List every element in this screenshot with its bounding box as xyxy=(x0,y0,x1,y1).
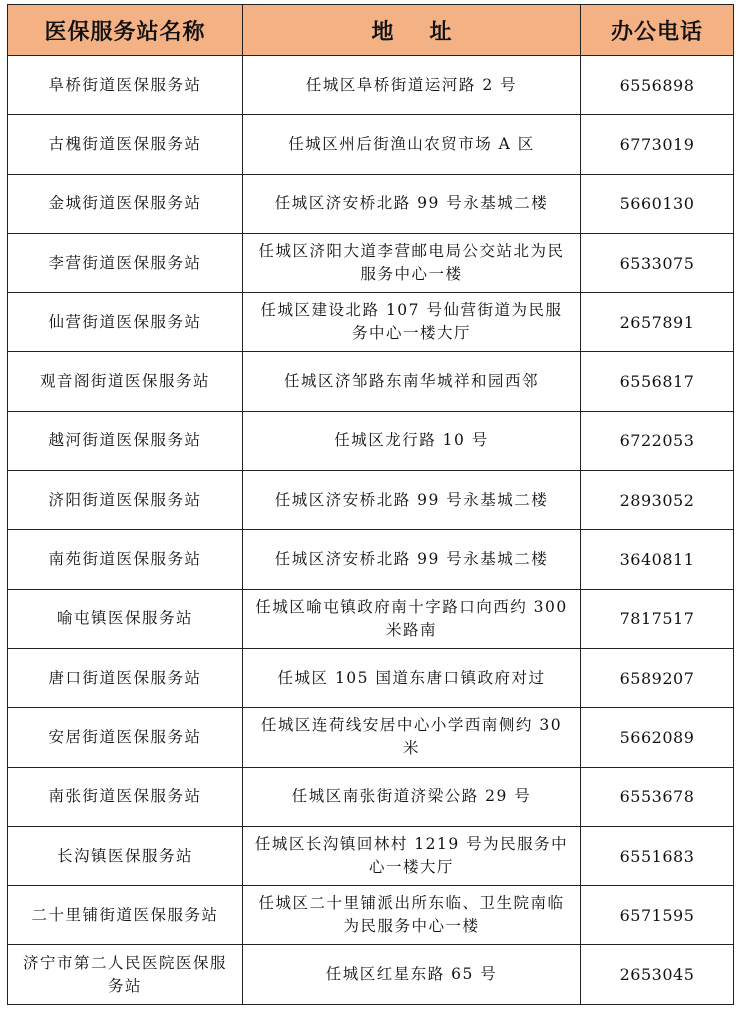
station-name: 仙营街道医保服务站 xyxy=(8,293,243,352)
table-row xyxy=(8,589,734,648)
station-phone: 2893052 xyxy=(581,471,734,530)
header-address-part1: 地 xyxy=(371,19,394,45)
station-name: 观音阁街道医保服务站 xyxy=(8,352,243,411)
station-address: 任城区济安桥北路 99 号永基城二楼 xyxy=(243,471,581,530)
header-phone: 办公电话 xyxy=(581,5,734,56)
station-address: 任城区二十里铺派出所东临、卫生院南临为民服务中心一楼 xyxy=(243,886,581,945)
station-phone: 6556817 xyxy=(581,352,734,411)
station-address: 任城区阜桥街道运河路 2 号 xyxy=(243,56,581,115)
table-row xyxy=(8,826,734,885)
station-name: 安居街道医保服务站 xyxy=(8,708,243,767)
station-name: 喻屯镇医保服务站 xyxy=(8,589,243,648)
table-row xyxy=(8,886,734,945)
station-name: 越河街道医保服务站 xyxy=(8,411,243,470)
station-address: 任城区长沟镇回林村 1219 号为民服务中心一楼大厅 xyxy=(243,826,581,885)
header-address-part2: 址 xyxy=(429,19,452,45)
station-address: 任城区州后街渔山农贸市场 A 区 xyxy=(243,115,581,174)
station-phone: 6773019 xyxy=(581,115,734,174)
station-address: 任城区红星东路 65 号 xyxy=(243,945,581,1004)
table-row xyxy=(8,530,734,589)
table-row xyxy=(8,411,734,470)
table-row xyxy=(8,767,734,826)
station-name: 济宁市第二人民医院医保服务站 xyxy=(8,945,243,1004)
table-row xyxy=(8,648,734,707)
station-phone: 6533075 xyxy=(581,233,734,292)
station-phone: 6589207 xyxy=(581,648,734,707)
station-phone: 3640811 xyxy=(581,530,734,589)
station-name: 唐口街道医保服务站 xyxy=(8,648,243,707)
station-address: 任城区济阳大道李营邮电局公交站北为民服务中心一楼 xyxy=(243,233,581,292)
station-phone: 5660130 xyxy=(581,174,734,233)
station-address: 任城区建设北路 107 号仙营街道为民服务中心一楼大厅 xyxy=(243,293,581,352)
header-name: 医保服务站名称 xyxy=(8,5,243,56)
station-name: 南张街道医保服务站 xyxy=(8,767,243,826)
station-phone: 6553678 xyxy=(581,767,734,826)
station-name: 二十里铺街道医保服务站 xyxy=(8,886,243,945)
header-row xyxy=(8,5,734,56)
table-row xyxy=(8,471,734,530)
station-name: 金城街道医保服务站 xyxy=(8,174,243,233)
station-phone: 2653045 xyxy=(581,945,734,1004)
table-row xyxy=(8,56,734,115)
station-name: 阜桥街道医保服务站 xyxy=(8,56,243,115)
service-station-table xyxy=(7,4,734,1005)
station-phone: 6551683 xyxy=(581,826,734,885)
station-phone: 5662089 xyxy=(581,708,734,767)
station-phone: 2657891 xyxy=(581,293,734,352)
station-phone: 6556898 xyxy=(581,56,734,115)
header-address xyxy=(243,5,581,56)
station-address: 任城区济邹路东南华城祥和园西邻 xyxy=(243,352,581,411)
station-phone: 6571595 xyxy=(581,886,734,945)
table-row xyxy=(8,115,734,174)
station-name: 南苑街道医保服务站 xyxy=(8,530,243,589)
station-phone: 7817517 xyxy=(581,589,734,648)
station-address: 任城区南张街道济梁公路 29 号 xyxy=(243,767,581,826)
station-address: 任城区济安桥北路 99 号永基城二楼 xyxy=(243,174,581,233)
station-address: 任城区连荷线安居中心小学西南侧约 30 米 xyxy=(243,708,581,767)
station-address: 任城区济安桥北路 99 号永基城二楼 xyxy=(243,530,581,589)
table-row xyxy=(8,174,734,233)
station-phone: 6722053 xyxy=(581,411,734,470)
station-name: 济阳街道医保服务站 xyxy=(8,471,243,530)
station-address: 任城区 105 国道东唐口镇政府对过 xyxy=(243,648,581,707)
table-row xyxy=(8,352,734,411)
station-address: 任城区喻屯镇政府南十字路口向西约 300 米路南 xyxy=(243,589,581,648)
table-row xyxy=(8,945,734,1004)
station-address: 任城区龙行路 10 号 xyxy=(243,411,581,470)
table-row xyxy=(8,293,734,352)
station-name: 古槐街道医保服务站 xyxy=(8,115,243,174)
table-row xyxy=(8,233,734,292)
station-name: 李营街道医保服务站 xyxy=(8,233,243,292)
station-name: 长沟镇医保服务站 xyxy=(8,826,243,885)
table-row xyxy=(8,708,734,767)
